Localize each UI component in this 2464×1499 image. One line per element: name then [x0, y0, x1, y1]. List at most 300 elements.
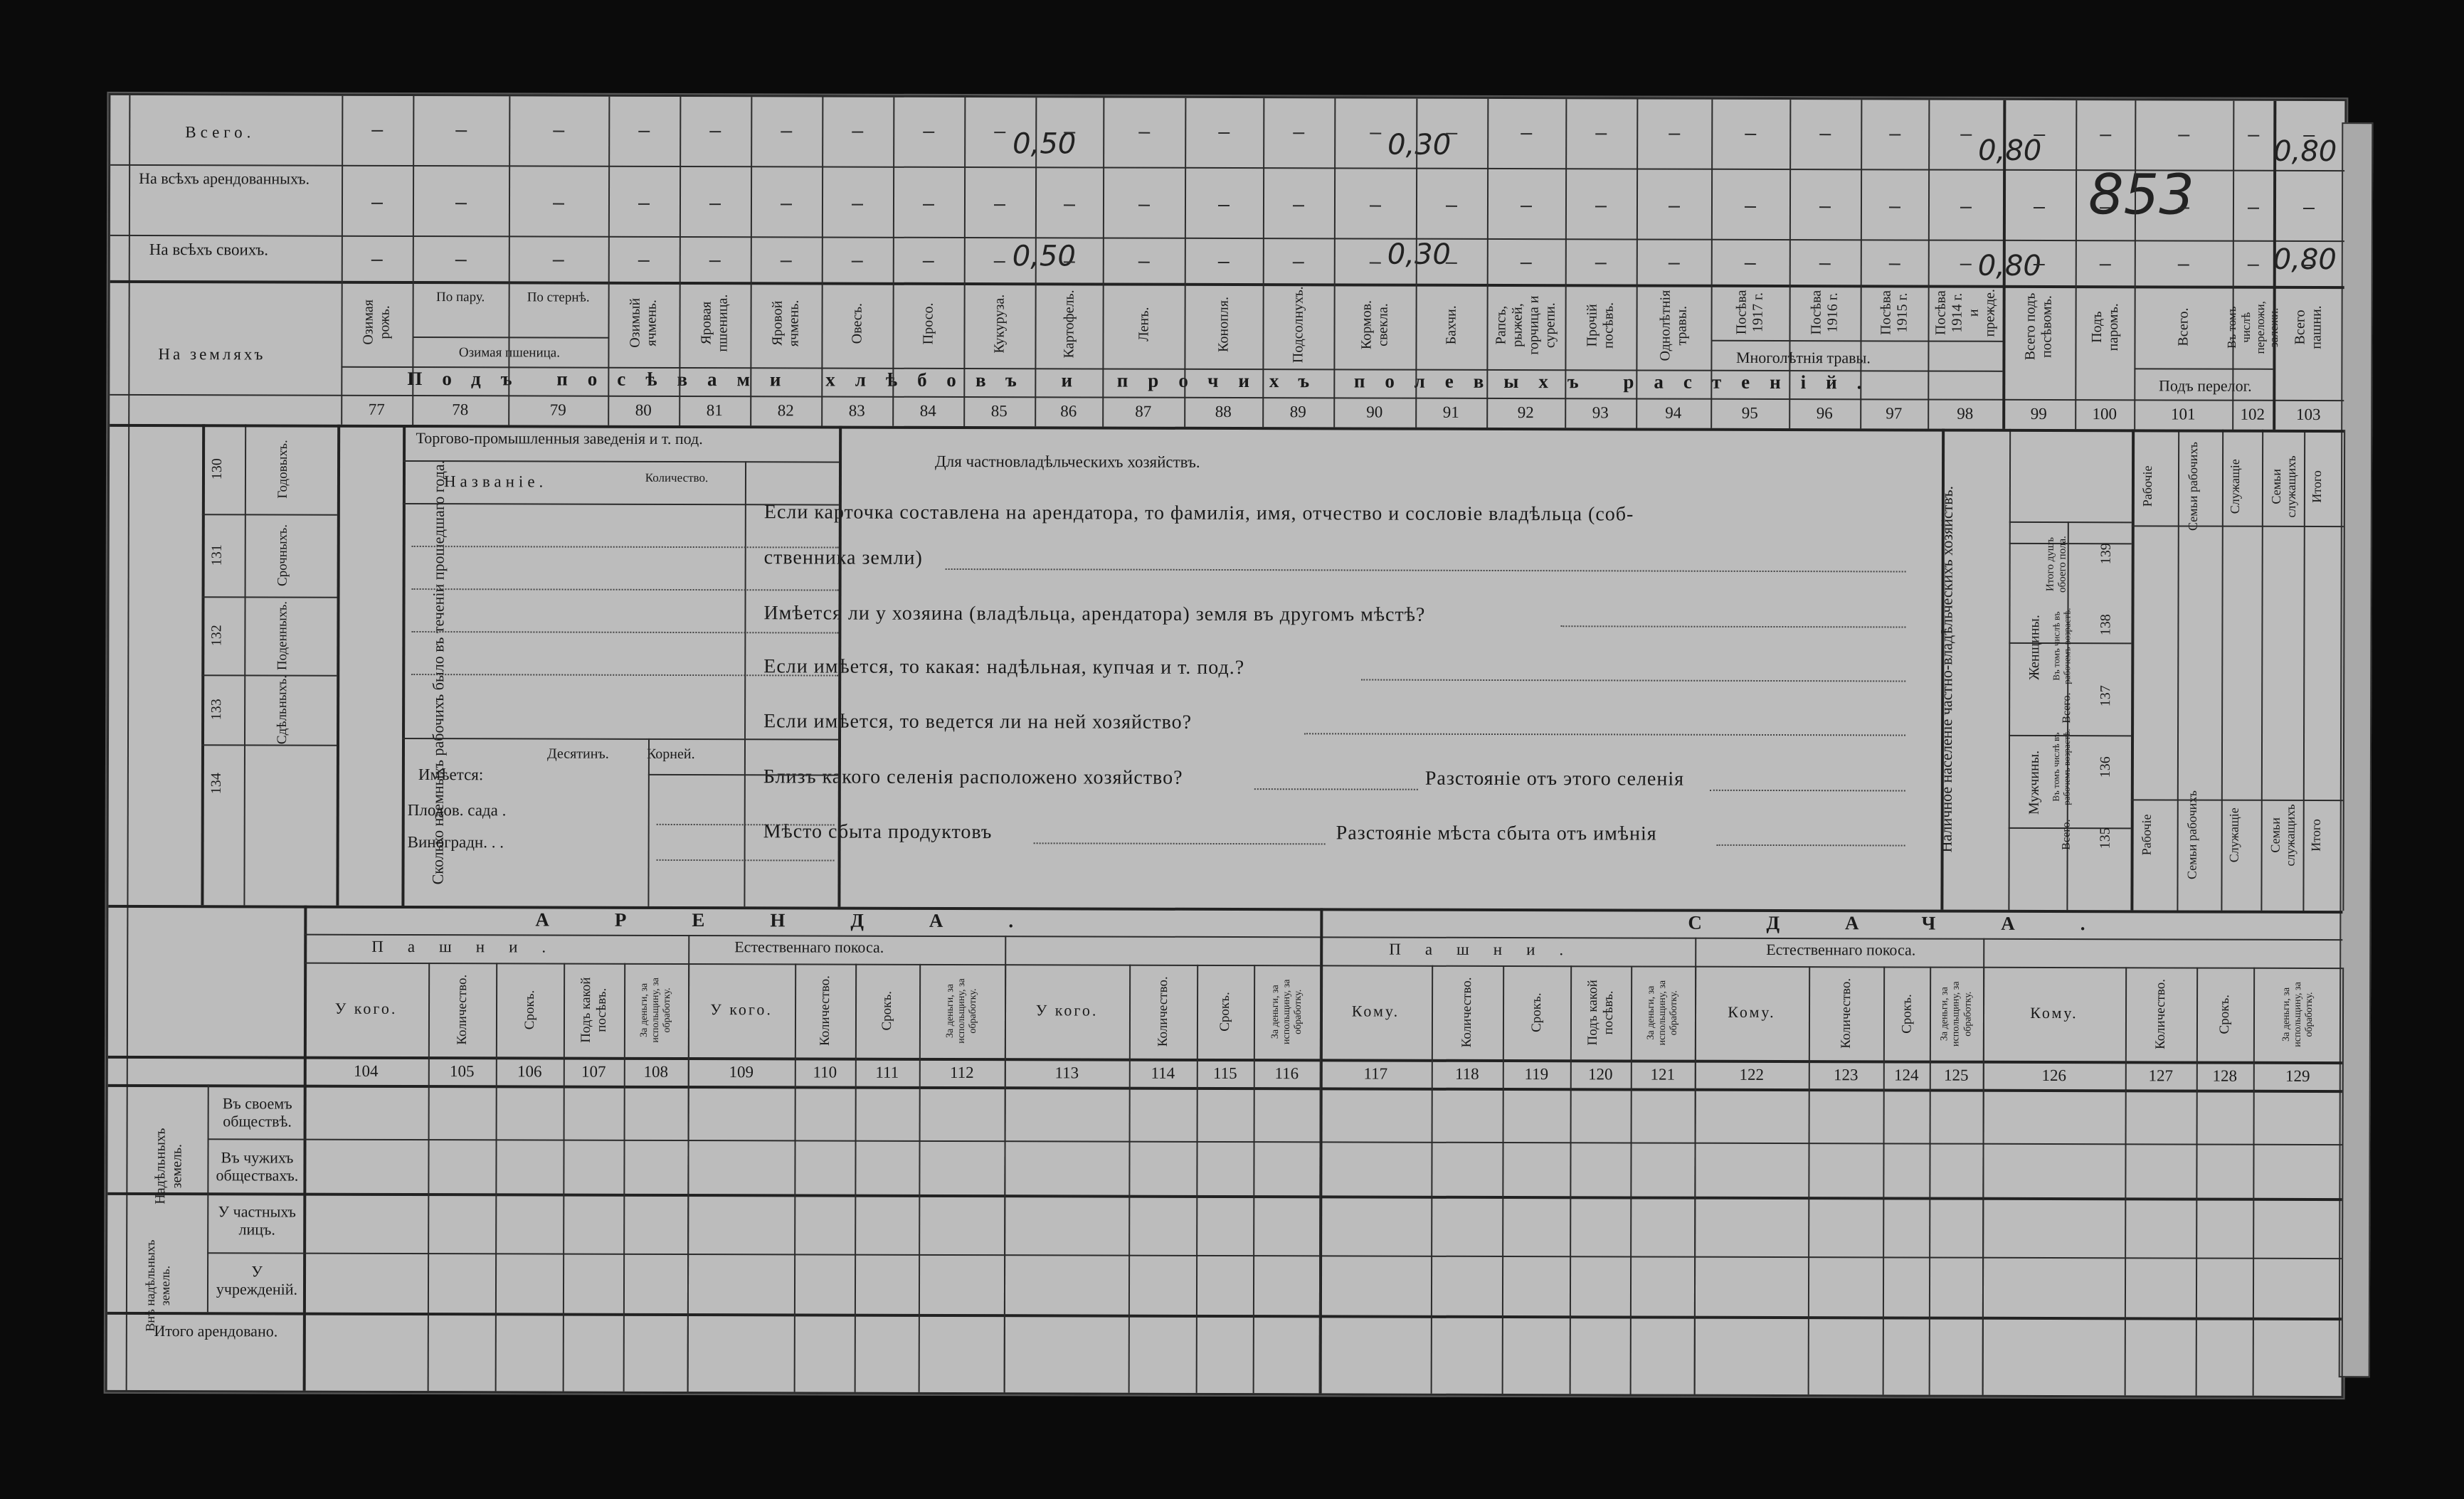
empty-dash: [2100, 134, 2111, 136]
empty-dash: [2247, 265, 2258, 266]
empty-dash: [923, 261, 934, 263]
q3: Если имѣется, то какая: надѣльная, купчая и т. под.?: [763, 655, 1245, 679]
rule-mnogolet: [1710, 340, 2002, 342]
empty-dash: [1960, 207, 1971, 208]
col-header-92: Рапсъ, рыжей, горчица и сурепи.: [1493, 295, 1558, 355]
staff-head-3: Семьи служащихъ: [2268, 455, 2298, 518]
bot-head-113: У кого.: [1035, 1001, 1099, 1019]
col-header-99: Всего подъ посѣвомъ.: [2022, 292, 2055, 361]
group-nadel: Надѣльныхъ земель.: [152, 1128, 185, 1204]
empty-dash: [1446, 263, 1457, 264]
worker-type-1: Срочныхъ.: [275, 524, 290, 587]
empty-dash: [1960, 264, 1971, 265]
torg-header: Торгово-промышленныя заведенія и т. под.: [416, 429, 703, 448]
rule-torg-qty: [744, 461, 746, 738]
col-header-98: Посѣва 1914 г. и прежде.: [1932, 289, 1998, 337]
pashni-a: Пашни.: [371, 937, 571, 956]
rule-bot-col-126: [2125, 967, 2127, 1395]
rule-left-margin: [128, 95, 130, 424]
bot-head-118: Количество.: [1459, 977, 1475, 1048]
empty-dash: [371, 260, 383, 261]
bot-num-104: 104: [354, 1061, 379, 1080]
mnogolet-label: Многолѣтнія травы.: [1735, 348, 1871, 367]
q6-right: Разстояніе мѣста сбыта отъ имѣнія: [1336, 822, 1657, 845]
empty-dash: [1446, 133, 1457, 134]
rule-garden-2: [744, 738, 746, 906]
col-number-78: 78: [452, 401, 469, 419]
bot-head-124: Срокъ.: [1898, 993, 1914, 1034]
rule-bot-col-106: [563, 963, 566, 1392]
bottom-section: [107, 905, 2343, 1396]
rule-perelog: [2134, 368, 2273, 370]
col-header-94: Однолѣтнія травы.: [1656, 290, 1690, 361]
empty-dash: [455, 203, 466, 204]
rule-bot-h1: [304, 934, 2342, 941]
rule-workers-nums: [243, 424, 246, 905]
empty-dash: [923, 132, 934, 133]
pop-zhen: Женщины.: [2026, 615, 2043, 680]
hw-svoih-86: 0,50: [1012, 240, 1076, 273]
bot-head-121: За деньги, за испольщину, за обработку.: [1645, 980, 1680, 1046]
bot-num-109: 109: [729, 1063, 754, 1081]
col-number-83: 83: [848, 401, 865, 420]
col-number-81: 81: [706, 401, 723, 420]
hw-vsego-86: 0,50: [1012, 127, 1077, 161]
bot-head-106: Срокъ.: [522, 990, 537, 1030]
col-number-79: 79: [549, 401, 566, 419]
staff-head-4: Итого: [2310, 470, 2325, 503]
empty-dash: [1889, 134, 1900, 135]
rule-worker-row: [202, 514, 337, 515]
rule-bot-row: [107, 1312, 2342, 1320]
col-header-77: Озимая рожь.: [360, 299, 393, 345]
col-number-88: 88: [1215, 402, 1232, 421]
rule-bot-col-110: [855, 964, 857, 1392]
empty-dash: [2099, 264, 2110, 265]
worker-num-130: 130: [208, 458, 226, 480]
empty-dash: [2303, 135, 2315, 137]
top-section: [110, 95, 2344, 430]
bot-head-127: Количество.: [2152, 978, 2169, 1049]
bot-head-126: Кому.: [2030, 1003, 2078, 1022]
empty-dash: [1521, 263, 1532, 264]
hw-svoih-91: 0,30: [1387, 238, 1451, 271]
pop-vsego-m: Всего.: [2060, 819, 2073, 850]
rule-bot-row: [107, 1192, 2342, 1201]
col-header-100: Подъ паромъ.: [2088, 302, 2121, 351]
q1-line-a: Если карточка составлена на арендатора, то фамилія, имя, отчество и сословіе владѣльца (соб-: [763, 501, 1634, 526]
pokos-s: Естественнаго покоса.: [1766, 940, 1916, 959]
rule-pop-top: [2009, 521, 2132, 523]
rule-bot-col-119: [1570, 965, 1572, 1394]
col-header-91: Бахчи.: [1442, 305, 1459, 345]
empty-dash: [1668, 206, 1679, 208]
empty-dash: [2178, 264, 2189, 265]
bot-num-128: 128: [2212, 1066, 2238, 1085]
col-header-89: Подсолнухъ.: [1289, 286, 1306, 364]
rule-bot-col-120: [1630, 965, 1633, 1394]
empty-dash: [1595, 263, 1607, 264]
bot-num-122: 122: [1739, 1065, 1765, 1084]
empty-dash: [1960, 134, 1972, 136]
col-header-81: Яровая пшеница.: [698, 294, 731, 352]
empty-dash: [1063, 261, 1074, 263]
col-header-95: Посѣва 1917 г.: [1733, 290, 1766, 335]
bot-head-115: Срокъ.: [1217, 992, 1233, 1032]
rule-bot-col-112: [1004, 964, 1007, 1392]
bot-head-104: У кого.: [334, 999, 398, 1017]
empty-dash: [553, 260, 564, 262]
rule-col-99: [2002, 100, 2006, 429]
bot-head-114: Количество.: [1155, 976, 1170, 1047]
rule-staff-col: [2261, 430, 2264, 911]
empty-dash: [709, 203, 721, 205]
bot-head-122: Кому.: [1728, 1002, 1776, 1022]
bot-head-109: У кого.: [710, 1000, 773, 1019]
census-card: [105, 93, 2347, 1398]
torg-row-line[interactable]: [411, 674, 838, 677]
rule-garden-h: [648, 774, 838, 776]
pop-itogo: Итого душъ обоего пола.: [2044, 536, 2069, 593]
col-number-85: 85: [990, 402, 1008, 420]
empty-dash: [1293, 262, 1304, 263]
empty-dash: [2178, 135, 2189, 137]
hw-vsego-99: 0,80: [1978, 134, 2042, 167]
empty-dash: [1293, 132, 1304, 134]
staff-foot-0: Рабочіе: [2139, 814, 2154, 856]
col-number-99: 99: [2030, 404, 2047, 423]
col-header-97: Посѣва 1915 г.: [1878, 290, 1910, 335]
col-number-96: 96: [1816, 404, 1833, 423]
empty-dash: [1668, 263, 1679, 265]
rule-workers-right: [336, 425, 340, 906]
empty-dash: [1819, 206, 1831, 208]
rule-ozimaya: [412, 337, 608, 339]
empty-dash: [638, 131, 650, 132]
rule-bot-col-105: [495, 963, 498, 1391]
empty-dash: [553, 131, 564, 132]
bot-num-116: 116: [1274, 1064, 1299, 1083]
bot-head-120: Подъ какой посѣвъ.: [1585, 980, 1616, 1046]
korney-label: Корней.: [646, 746, 695, 763]
empty-dash: [1218, 262, 1230, 263]
rule-bot-col-111: [919, 964, 921, 1392]
col-number-103: 103: [2295, 405, 2321, 424]
col-header-79: По стернѣ.: [527, 290, 590, 305]
q5-right: Разстояніе отъ этого селенія: [1424, 767, 1685, 790]
garden-line[interactable]: [657, 859, 835, 862]
q5-answer-line-a[interactable]: [1254, 788, 1418, 790]
rule-bot-col-122: [1808, 966, 1811, 1394]
torg-row-line[interactable]: [412, 546, 839, 549]
rule-bot-left-margin: [126, 905, 129, 1390]
bot-num-121: 121: [1650, 1065, 1676, 1084]
empty-dash: [1218, 132, 1230, 134]
staff-foot-1: Семьи рабочихъ: [2184, 790, 2199, 880]
col-header-93: Прочій посѣвъ.: [1584, 302, 1617, 349]
bot-num-115: 115: [1212, 1064, 1237, 1083]
empty-dash: [455, 130, 467, 132]
bot-row-2: У частныхъ лицъ.: [218, 1202, 297, 1239]
empty-dash: [1369, 206, 1380, 207]
col-number-98: 98: [1957, 404, 1974, 423]
rule-staff-col: [2303, 430, 2306, 911]
col-header-90: Кормов. свекла.: [1358, 300, 1391, 350]
bot-head-128: Срокъ.: [2217, 994, 2233, 1034]
bot-head-123: Количество.: [1838, 978, 1854, 1049]
col-number-102: 102: [2240, 405, 2265, 423]
empty-dash: [2034, 207, 2045, 208]
empty-dash: [1595, 206, 1607, 207]
empty-dash: [1138, 262, 1149, 263]
col-header-80: Озимый ячмень.: [627, 297, 660, 348]
q1-answer-line[interactable]: [946, 568, 1906, 573]
empty-dash: [1819, 263, 1831, 265]
col-number-84: 84: [919, 401, 936, 420]
pokos-a: Естественнаго покоса.: [734, 938, 884, 956]
col-header-86: Картофель.: [1060, 290, 1077, 359]
empty-dash: [781, 203, 792, 205]
hired-caption: Сколько наемныхъ рабочихъ было въ теченіи прошедшаго года.: [428, 460, 448, 885]
empty-dash: [1063, 204, 1074, 206]
bot-num-110: 110: [813, 1063, 837, 1081]
bot-num-125: 125: [1944, 1066, 1969, 1084]
empty-dash: [2247, 208, 2258, 209]
staff-foot-3: Семьи служащихъ: [2268, 804, 2298, 867]
bot-head-110: Количество.: [817, 975, 832, 1047]
col-header-82: Яровой ячмень.: [769, 300, 802, 347]
header-na-zemlyah: На земляхъ: [158, 345, 266, 364]
empty-dash: [2248, 135, 2259, 137]
empty-dash: [709, 131, 721, 132]
torg-row-line[interactable]: [412, 588, 839, 591]
empty-dash: [371, 130, 383, 132]
rule-worker-row: [202, 596, 337, 598]
empty-dash: [781, 131, 792, 132]
desyatin-label: Десятинъ.: [546, 746, 609, 762]
empty-dash: [1138, 205, 1149, 206]
rule-torg-left: [401, 425, 406, 906]
bot-num-118: 118: [1454, 1064, 1479, 1083]
torg-qty: Количество.: [645, 470, 709, 485]
rule-bot-col-118: [1502, 965, 1505, 1394]
q6-answer-line-b[interactable]: [1717, 844, 1905, 847]
rule-bot-col-117: [1431, 965, 1434, 1394]
empty-dash: [709, 260, 721, 262]
pop-vsego-f: Всего.: [2061, 692, 2073, 724]
col-number-94: 94: [1665, 403, 1682, 422]
empty-dash: [1446, 206, 1457, 207]
empty-dash: [2303, 208, 2315, 209]
rule-col-77: [341, 96, 343, 425]
imeetsya-label: Имѣется:: [418, 766, 484, 784]
sowing-banner: Подъ посѣвами хлѣбовъ и прочихъ полевыхъ растеній.: [407, 367, 1882, 393]
empty-dash: [1293, 205, 1304, 206]
col-number-82: 82: [777, 401, 794, 420]
empty-dash: [1745, 134, 1756, 135]
pop-num-136: 136: [2097, 756, 2113, 778]
perelog-label: Подъ перелог.: [2158, 376, 2252, 395]
row-arendovannyh: На всѣхъ арендованныхъ.: [139, 169, 310, 188]
q5-answer-line-b[interactable]: [1710, 790, 1905, 792]
worker-type-2: Поденныхъ.: [275, 600, 290, 671]
col-header-101: Всего.: [2174, 307, 2191, 346]
rule-bot-group: [207, 1084, 209, 1312]
bot-head-105: Количество.: [454, 974, 470, 1045]
q4-answer-line[interactable]: [1304, 733, 1905, 736]
bot-head-107: Подъ какой посѣвъ.: [578, 977, 609, 1043]
empty-dash: [781, 260, 792, 262]
worker-num-133: 133: [208, 699, 225, 721]
empty-dash: [1521, 206, 1532, 207]
empty-dash: [1218, 205, 1230, 206]
col-number-80: 80: [635, 401, 652, 419]
rule-bot-row: [207, 1252, 2342, 1259]
rule-garden-1: [647, 738, 650, 906]
pop-rab-f: Въ томъ числѣ въ рабочемъ возрастѣ.: [2051, 608, 2073, 684]
bot-head-117: Кому.: [1351, 1002, 1400, 1020]
col-number-86: 86: [1060, 402, 1077, 420]
empty-dash: [994, 204, 1005, 206]
empty-dash: [2099, 207, 2110, 208]
col-header-103: Всего пашни.: [2292, 305, 2325, 349]
bot-num-117: 117: [1363, 1064, 1388, 1083]
pashni-s: Пашни.: [1389, 940, 1588, 959]
empty-dash: [1745, 206, 1756, 208]
bot-num-114: 114: [1151, 1064, 1175, 1082]
bot-head-119: Срокъ.: [1528, 992, 1544, 1032]
pop-num-139: 139: [2098, 543, 2114, 565]
empty-dash: [371, 203, 383, 204]
col-header-83: Овесъ.: [848, 302, 865, 344]
empty-dash: [1369, 263, 1380, 264]
empty-dash: [455, 260, 466, 261]
worker-type-3: Сдѣльныхъ.: [275, 674, 290, 745]
ozimaya-label: Озимая пшеница.: [458, 345, 561, 361]
rule-col-100: [2075, 100, 2077, 429]
col-number-101: 101: [2170, 405, 2196, 423]
rule-worker-row: [201, 674, 337, 676]
rule-pop-left: [2008, 429, 2011, 910]
bot-num-127: 127: [2148, 1066, 2174, 1085]
vinograd-label: Виноградн. . .: [407, 832, 504, 852]
empty-dash: [1595, 133, 1607, 134]
q2-answer-line[interactable]: [1560, 625, 1905, 627]
hw-svoih-99: 0,80: [1977, 249, 2041, 282]
bot-row-1: Въ чужихъ обществахъ.: [216, 1148, 299, 1185]
arenda-heading: АРЕНДА.: [535, 909, 1079, 932]
col-header-84: Просо.: [919, 302, 936, 345]
torg-row-line[interactable]: [411, 631, 838, 634]
empty-dash: [1064, 132, 1075, 133]
bot-num-123: 123: [1834, 1066, 1858, 1084]
empty-dash: [1888, 206, 1900, 208]
worker-num-134: 134: [208, 773, 224, 795]
empty-dash: [923, 204, 934, 206]
rule-bot-col-108: [687, 963, 690, 1392]
bot-num-107: 107: [581, 1062, 606, 1081]
empty-dash: [994, 132, 1005, 133]
rule-pop-right: [2130, 429, 2135, 910]
rule-workers-left: [201, 424, 205, 905]
staff-head-2: Служащіе: [2228, 459, 2243, 514]
empty-dash: [994, 261, 1005, 263]
staff-foot-2: Служащіе: [2226, 807, 2242, 863]
empty-dash: [1819, 134, 1831, 135]
pop-num-138: 138: [2098, 614, 2114, 636]
empty-dash: [638, 203, 650, 205]
rule-bot-col-113: [1128, 965, 1131, 1393]
rule-bot-col-109: [794, 963, 797, 1392]
bot-row-4: Итого арендовано.: [154, 1322, 278, 1340]
col-header-78: По пару.: [436, 290, 485, 305]
empty-dash: [553, 203, 564, 205]
garden-line[interactable]: [657, 824, 835, 826]
rule-bot-col-107: [623, 963, 626, 1392]
bot-row-3: У учрежденій.: [216, 1262, 298, 1298]
q5-left: Близъ какого селенія расположено хозяйство?: [763, 766, 1183, 789]
bot-head-108: За деньги, за испольщину, за обработку.: [638, 978, 673, 1043]
pop-caption: Наличное населеніе частно-владѣльческихъ хозяйствъ.: [1937, 485, 1956, 853]
bot-num-112: 112: [949, 1063, 974, 1082]
bot-num-124: 124: [1894, 1066, 1919, 1084]
bot-row-0: Въ своемъ обществѣ.: [222, 1094, 292, 1130]
q3-answer-line[interactable]: [1361, 679, 1905, 682]
row-svoih: На всѣхъ своихъ.: [149, 240, 269, 259]
group-vnenadel: Внѣ надѣльныхъ земель.: [142, 1239, 172, 1332]
q6-answer-line-a[interactable]: [1034, 842, 1326, 844]
col-number-97: 97: [1886, 404, 1903, 423]
col-number-95: 95: [1741, 403, 1758, 422]
q6-left: Мѣсто сбыта продуктовъ: [763, 820, 993, 844]
worker-type-0: Годовыхъ.: [275, 440, 291, 499]
sdacha-heading: СДАЧА.: [1688, 911, 2151, 935]
rule-bot-col-104: [428, 963, 430, 1391]
sheet-number: 853: [2088, 163, 2195, 228]
hw-vsego-103: 0,80: [2273, 134, 2337, 169]
col-number-100: 100: [2092, 405, 2117, 423]
sad-label: Плодов. сада .: [407, 800, 507, 820]
torg-name: Названіе.: [443, 472, 548, 491]
top-columns: [110, 95, 2344, 101]
staff-head-0: Рабочіе: [2140, 465, 2155, 507]
empty-dash: [852, 204, 863, 206]
bot-num-126: 126: [2041, 1066, 2067, 1085]
rule-bot-h4: [108, 1084, 2342, 1093]
col-number-77: 77: [368, 400, 385, 418]
bot-num-108: 108: [643, 1062, 669, 1081]
worker-num-131: 131: [208, 544, 225, 566]
empty-dash: [2178, 208, 2189, 209]
col-header-87: Ленъ.: [1135, 307, 1151, 341]
col-number-93: 93: [1592, 403, 1609, 422]
col-number-91: 91: [1442, 403, 1459, 421]
hw-vsego-91: 0,30: [1387, 128, 1452, 161]
empty-dash: [852, 132, 863, 133]
rule-col-98: [1928, 100, 1930, 429]
staff-head-1: Семьи рабочихъ: [2185, 442, 2201, 531]
empty-dash: [1521, 133, 1532, 134]
bot-num-129: 129: [2285, 1066, 2310, 1085]
q2: Имѣется ли у хозяина (владѣльца, арендатора) земля въ другомъ мѣстѣ?: [763, 602, 1426, 626]
col-number-92: 92: [1517, 403, 1534, 422]
bot-num-105: 105: [450, 1062, 475, 1081]
empty-dash: [1138, 132, 1150, 134]
col-header-88: Конопля.: [1215, 296, 1232, 352]
col-number-89: 89: [1289, 403, 1306, 421]
bot-head-125: За деньги, за испольщину, за обработку.: [1939, 980, 1973, 1047]
empty-dash: [1745, 263, 1756, 265]
